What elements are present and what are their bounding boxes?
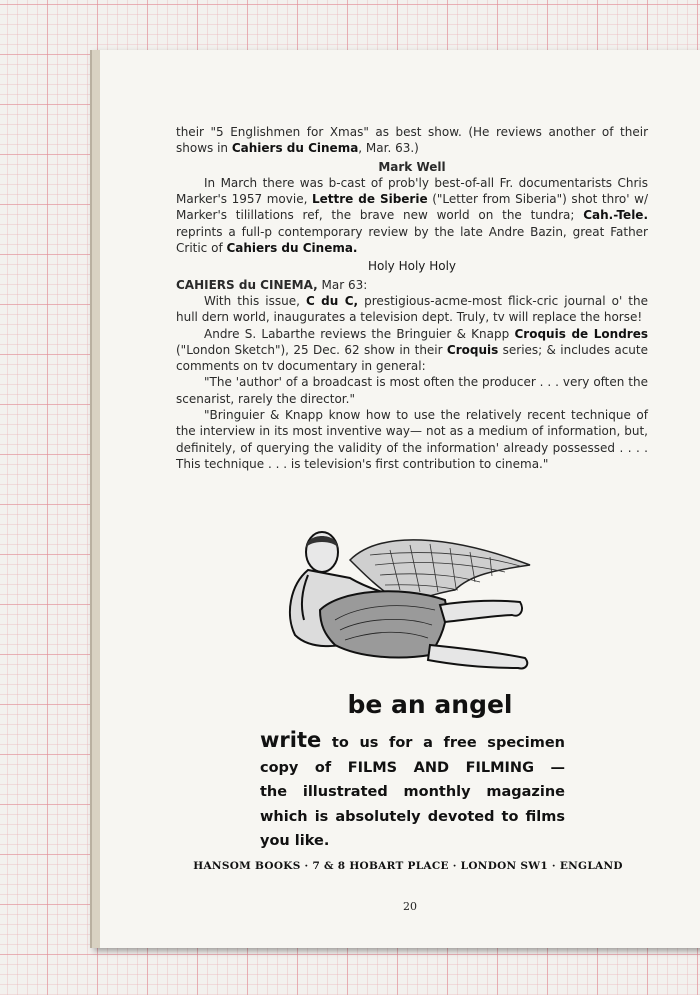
angel-illustration	[280, 530, 540, 680]
ad-line-4: which is absolutely devoted to films	[260, 808, 565, 825]
ad-line-2: copy of FILMS AND FILMING —	[260, 759, 565, 776]
publisher-footer: HANSOM BOOKS · 7 & 8 HOBART PLACE · LONDON SW1 · ENGLAND	[193, 860, 623, 872]
ad-line-1: write to us for a free specimen	[260, 728, 565, 752]
heading-holy: Holy Holy Holy	[367, 259, 457, 274]
angel-leg-lower	[428, 645, 527, 668]
page-number: 20	[403, 900, 417, 913]
cahiers-line: CAHIERS du CINEMA, Mar 63:	[176, 277, 368, 292]
angel-leg-upper	[440, 601, 522, 622]
ad-line-3: the illustrated monthly magazine	[260, 784, 565, 800]
paragraph-cduc: With this issue, C du C, prestigious-acme-most flick-cric journal o' the hull dern world, inaugurates a television dept. Truly, tv will replace the horse!	[176, 293, 649, 325]
quote-author: "The 'author' of a broadcast is most often the producer . . . very often the scenarist, rarely the director."	[176, 375, 648, 406]
heading-mark-well: Mark Well	[378, 159, 446, 174]
angel-drapery	[320, 591, 446, 657]
intro-paragraph: their "5 Englishmen for Xmas" as best show. (He reviews another of their shows in Cahiers du Cinema, Mar. 63.)	[176, 125, 648, 156]
paragraph-marker: In March there was b-cast of prob'ly best-of-all Fr. documentarists Chris Marker's 1957 movie, Lettre de Siberie ("Letter from Siberia") shot thro' w/ Marker's tilillations ref, the brave new world on the tundra; Cah.-Tele. reprints a full-p contemporary review by the late Andre Bazin, great Father Critic of Cahiers du Cinema.	[176, 175, 648, 256]
paragraph-labarthe: Andre S. Labarthe reviews the Bringuier & Knapp Croquis de Londres ("London Sketch"), 25 Dec. 62 show in their Croquis series; & includes acute comments on tv documentary in general:	[176, 326, 648, 374]
ad-headline: be an angel	[347, 690, 513, 719]
ad-copy	[260, 728, 565, 854]
article-text	[176, 124, 648, 472]
quote-bringuier: "Bringuier & Knapp know how to use the relatively recent technique of the interview in its most inventive way— not as a medium of information, but, definitely, of querying the validity of the information' already possessed . . . . This technique . . . is television's first contribution to cinema."	[176, 408, 648, 471]
ad-line-5: you like.	[260, 833, 330, 849]
